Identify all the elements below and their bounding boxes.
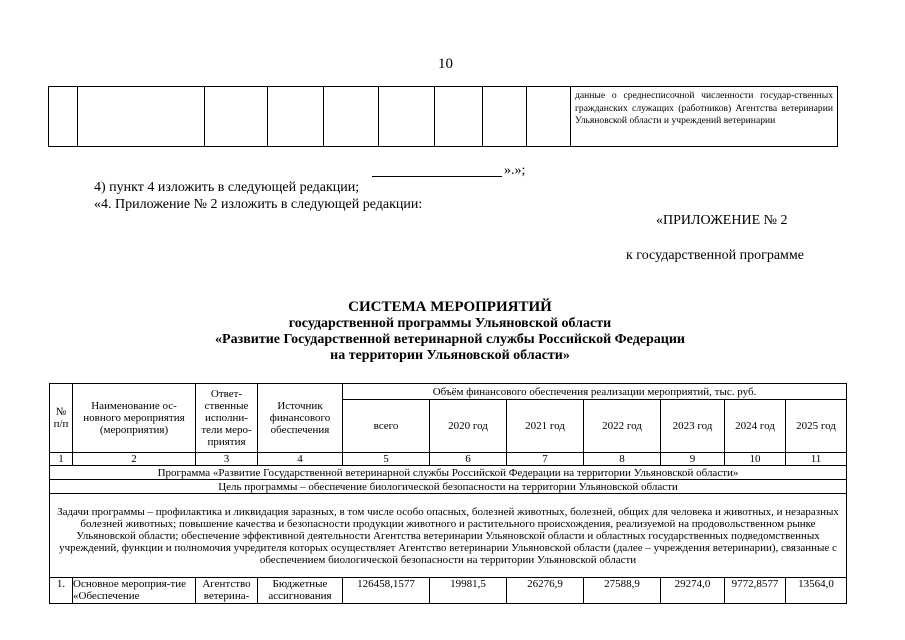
program-row: Программа «Развитие Государственной ветеринарной службы Российской Федерации на территории Ульяновской области»: [50, 466, 847, 480]
header-name: Наименование ос-новного мероприятия (мероприятия): [73, 384, 196, 453]
closing-mark: ».»;: [504, 163, 526, 178]
column-number: 11: [786, 453, 847, 466]
row-2025: 13564,0: [786, 578, 847, 604]
column-number: 4: [258, 453, 343, 466]
measures-table: [49, 383, 847, 604]
column-number: 10: [725, 453, 786, 466]
row-2020: 19981,5: [430, 578, 507, 604]
column-number: 5: [343, 453, 430, 466]
column-number: 1: [50, 453, 73, 466]
document-title: СИСТЕМА МЕРОПРИЯТИЙ: [348, 299, 552, 315]
paragraph-1: 4) пункт 4 изложить в следующей редакции;: [94, 180, 360, 195]
appendix-to: к государственной программе: [626, 248, 804, 263]
row-total: 126458,1577: [343, 578, 430, 604]
table-row: [50, 578, 847, 604]
page-number: 10: [438, 56, 453, 72]
header-2020: 2020 год: [430, 400, 507, 453]
header-2023: 2023 год: [661, 400, 725, 453]
title-line-2: государственной программы Ульяновской области: [288, 316, 612, 331]
row-2021: 26276,9: [507, 578, 584, 604]
row-name: Основное мероприя-тие «Обеспечение: [73, 578, 196, 604]
column-number: 2: [73, 453, 196, 466]
column-number: 9: [661, 453, 725, 466]
column-number: 6: [430, 453, 507, 466]
tasks-row: Задачи программы – профилактика и ликвидация заразных, в том числе особо опасных, болезней животных, болезней, общих для человека и животных, и незаразных болезней животных; повышение качества и безопасности продукции животного и растительного происхождения, реализуемой на продовольственном рынке Ульяновской области; обеспечение эффективной деятельности Агентства ветеринарии Ульяновской области и областных государственных подведомственных учреждений, функции и полномочия учредителя которых осуществляет Агентство ветеринарии Ульяновской области (далее – учреждения ветеринарии), связанные с обеспечением биологической безопасности на территории Ульяновской области: [50, 494, 847, 578]
header-responsible: Ответ-ственные исполни-тели меро-приятия: [196, 384, 258, 453]
blank-line: [372, 176, 502, 177]
row-source: Бюджетные ассигнования: [258, 578, 343, 604]
continuation-text: данные о среднесписочной численности государ-ственных гражданских служащих (работников) Агентства ветеринарии Ульяновской области и учреждений ветеринарии: [575, 90, 833, 127]
row-2023: 29274,0: [661, 578, 725, 604]
appendix-label: «ПРИЛОЖЕНИЕ № 2: [656, 213, 788, 228]
title-line-3: «Развитие Государственной ветеринарной службы Российской Федерации: [215, 332, 685, 347]
row-2024: 9772,8577: [725, 578, 786, 604]
header-2022: 2022 год: [584, 400, 661, 453]
header-2025: 2025 год: [786, 400, 847, 453]
paragraph-2: «4. Приложение № 2 изложить в следующей редакции:: [94, 197, 423, 212]
header-num: № п/п: [50, 384, 73, 453]
header-source: Источник финансового обеспечения: [258, 384, 343, 453]
header-2021: 2021 год: [507, 400, 584, 453]
column-number: 3: [196, 453, 258, 466]
header-2024: 2024 год: [725, 400, 786, 453]
row-num: 1.: [50, 578, 73, 604]
row-responsible: Агентство ветерина-: [196, 578, 258, 604]
column-number: 8: [584, 453, 661, 466]
column-number: 7: [507, 453, 584, 466]
continuation-table: [48, 86, 838, 147]
column-number-row: [50, 453, 847, 466]
row-2022: 27588,9: [584, 578, 661, 604]
header-volume: Объём финансового обеспечения реализации мероприятий, тыс. руб.: [343, 384, 847, 400]
title-line-4: на территории Ульяновской области»: [330, 348, 570, 363]
header-total: всего: [343, 400, 430, 453]
goal-row: Цель программы – обеспечение биологической безопасности на территории Ульяновской области: [50, 480, 847, 494]
